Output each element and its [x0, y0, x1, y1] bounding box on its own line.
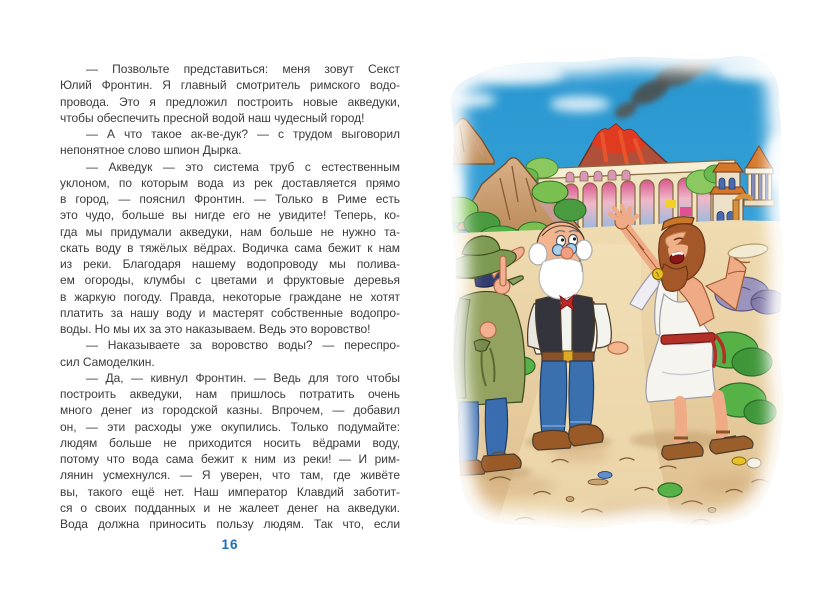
text-line: — Акведук — это система труб с естественным	[86, 159, 400, 174]
text-line: он, — эти расходы уже окупились. Только подумайте:	[60, 419, 400, 434]
text-line: воды. Но мы их за это наказываем. Ведь это воровство!	[60, 322, 371, 336]
text-line: это чудо, больше вы нигде его не увидите! Теперь, ко-	[60, 208, 400, 223]
text-line: — Позвольте представиться: меня зовут Секст	[86, 62, 400, 76]
text-line: много денег из городской казны. Впрочем, — добавил	[60, 403, 400, 418]
text-line: построить акведуки, нам пришлось потратить очень	[60, 387, 400, 401]
text-line: уклоном, по которым вода из рек доставляется прямо	[60, 175, 400, 190]
left-page-text	[60, 61, 400, 532]
text-line: — Да, — кивнул Фронтин. — Ведь для того чтобы	[86, 370, 400, 385]
text-line: — Наказываете за воровство воды? — переспро-	[86, 338, 400, 353]
text-line: гда мы придумали акведуки, нам больше не нужно та-	[60, 224, 400, 239]
text-line: ем огороды, клумбы с цветами и фруктовые деревья	[60, 273, 400, 288]
text-line: в город, — пояснил Фронтин. — Только в Риме есть	[60, 192, 400, 206]
text-line: из реки. Благодаря нашему водопроводу мы полива-	[60, 257, 400, 271]
text-line: непонятное слово шпион Дырка.	[60, 143, 242, 158]
text-line: — А что такое ак-ве-дук? — с трудом выговорил	[86, 127, 400, 141]
text-line: в жаркую погоду. Правда, некоторые граждане не хотят	[60, 289, 400, 304]
text-line: лянин усмехнулся. — Я уверен, что там, где живёте	[60, 468, 400, 483]
page-number: 16	[221, 537, 239, 552]
text-line: Юлий Фронтин. Я главный смотритель римского водо-	[60, 78, 400, 93]
text-line: людям больше не приходится носить вёдрами воду,	[60, 435, 400, 450]
text-line: платить за нашу воду и мастерят собственные водопро-	[60, 305, 400, 320]
text-line: ся о своих подданных и не жалеет денег на акведуки.	[60, 500, 400, 515]
text-line: вы, такого ещё нет. Наш император Клавдий заботит-	[60, 484, 400, 499]
illustration	[430, 42, 806, 548]
text-line: Вода должна приносить пользу людям. Так что, если	[60, 517, 400, 531]
text-line: скать воду в тяжёлых вёдрах. Водичка сама бежит к нам	[60, 240, 400, 255]
text-line: чтобы обеспечить пресной водой наш чудесный город!	[60, 110, 365, 125]
text-line: потому что вода сама бежит к ним из реки! — И рим-	[60, 452, 400, 466]
text-line: сил Самоделкин.	[60, 354, 155, 369]
text-line: провода. Это я предложил построить новые акведуки,	[60, 94, 400, 109]
